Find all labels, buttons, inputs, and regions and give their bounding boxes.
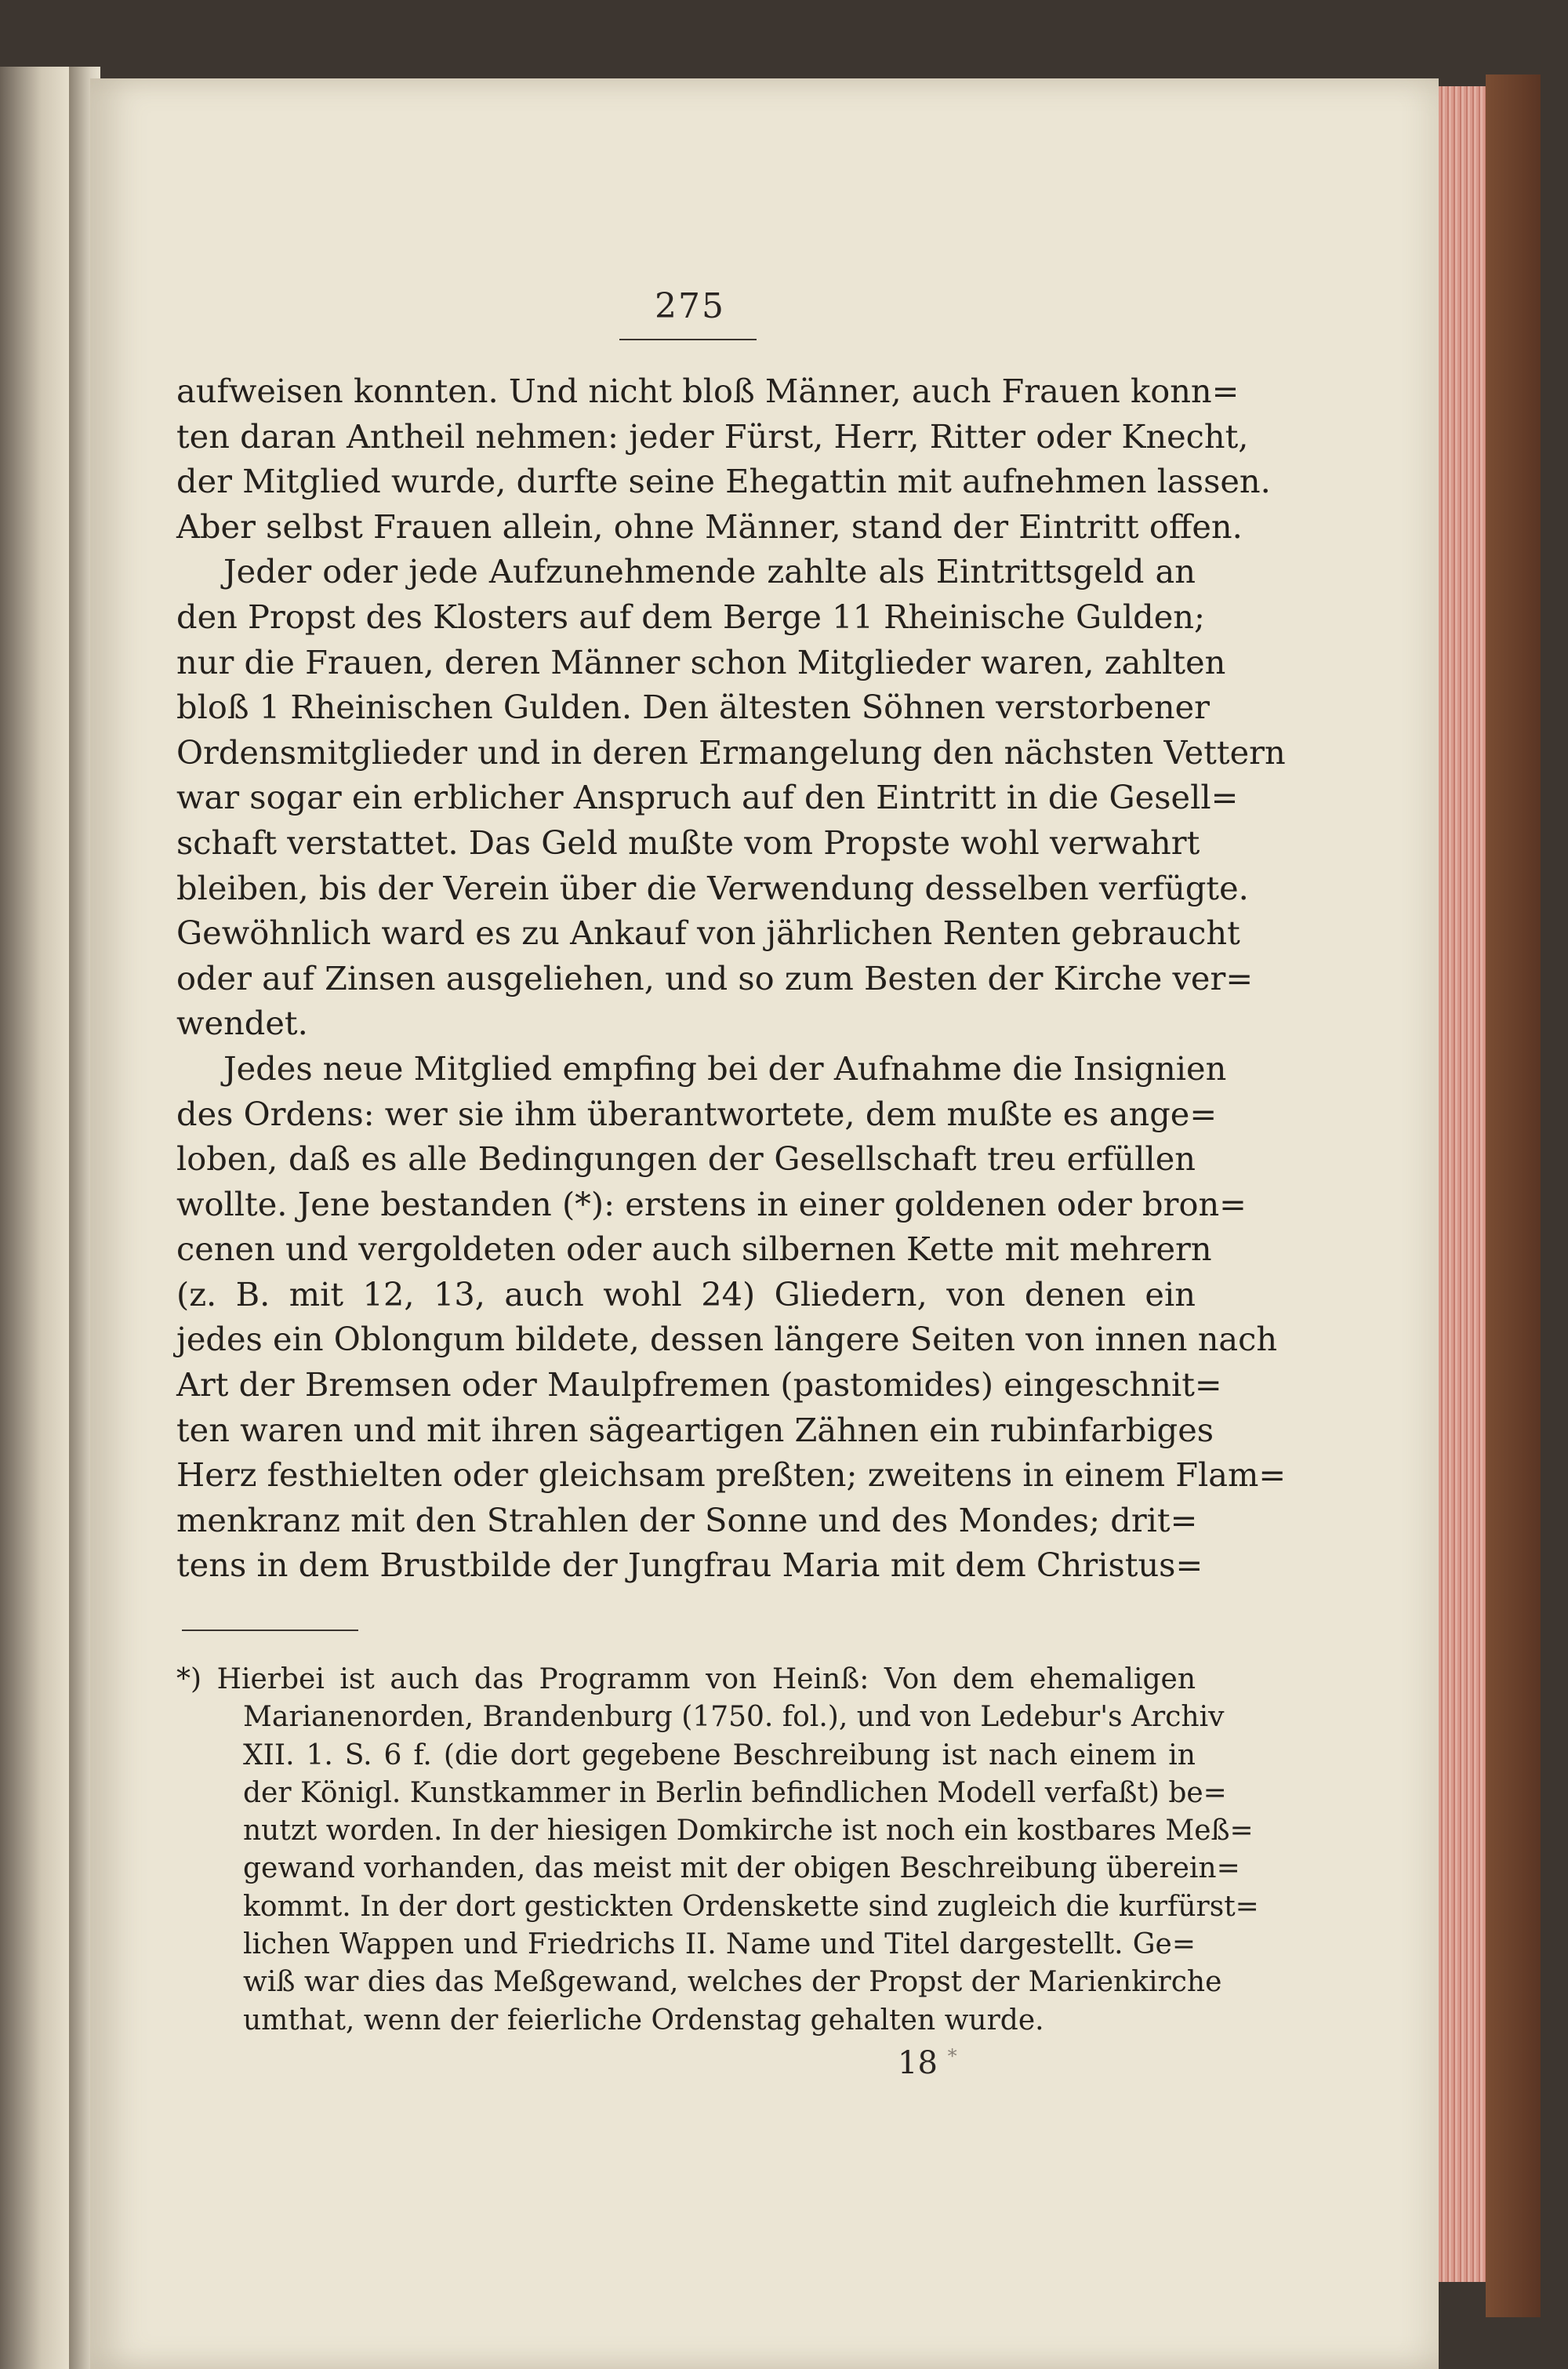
signature-star: * bbox=[947, 2045, 957, 2067]
text-line: des Ordens: wer sie ihm überantwortete, dem mußte es ange= bbox=[176, 1094, 1218, 1133]
text-line: Herz festhielten oder gleichsam preßten; zweitens in einem Flam= bbox=[176, 1455, 1287, 1495]
left-page-edge bbox=[0, 67, 69, 2369]
footnote-line: umthat, wenn der feierliche Ordenstag gehalten wurde. bbox=[243, 2004, 1044, 2037]
text-line: Jedes neue Mitglied empfing bei der Aufnahme die Insignien bbox=[223, 1048, 1227, 1088]
signature-mark bbox=[898, 2045, 992, 2081]
text-line: den Propst des Klosters auf dem Berge 11 Rheinische Gulden; bbox=[176, 597, 1205, 636]
text-line: Ordensmitglieder und in deren Ermangelung den nächsten Vettern bbox=[176, 732, 1286, 772]
footnote-line: *) Hierbei ist auch das Programm von Heinß: Von dem ehemaligen bbox=[176, 1663, 1196, 1695]
page-number-rule bbox=[619, 339, 757, 340]
page-fore-edge bbox=[1439, 86, 1486, 2282]
footnote bbox=[176, 1661, 1259, 2040]
text-line: aufweisen konnten. Und nicht bloß Männer, auch Frauen konn= bbox=[176, 372, 1240, 410]
book-cover-edge bbox=[1486, 74, 1541, 2317]
footnote-line: lichen Wappen und Friedrichs II. Name und Titel dargestellt. Ge= bbox=[243, 1928, 1196, 1961]
text-line: Jeder oder jede Aufzunehmende zahlte als Eintrittsgeld an bbox=[223, 552, 1196, 591]
text-line: nur die Frauen, deren Männer schon Mitglieder waren, zahlten bbox=[176, 642, 1226, 681]
footnote-line: wiß war dies das Meßgewand, welches der Propst der Marienkirche bbox=[243, 1966, 1222, 1999]
text-line: Aber selbst Frauen allein, ohne Männer, stand der Eintritt offen. bbox=[176, 507, 1243, 546]
text-line: war sogar ein erblicher Anspruch auf den Eintritt in die Gesell= bbox=[176, 778, 1239, 817]
text-line: jedes ein Oblongum bildete, dessen längere Seiten von innen nach bbox=[176, 1320, 1278, 1359]
text-line: der Mitglied wurde, durfte seine Ehegattin mit aufnehmen lassen. bbox=[176, 462, 1271, 501]
footnote-rule bbox=[182, 1630, 358, 1631]
signature-number: 18 bbox=[898, 2045, 938, 2081]
body-text bbox=[176, 369, 1287, 1588]
text-line: bleiben, bis der Verein über die Verwendung desselben verfügte. bbox=[176, 868, 1249, 907]
footnote-line: der Königl. Kunstkammer in Berlin befindlichen Modell verfaßt) be= bbox=[243, 1776, 1227, 1809]
text-line: menkranz mit den Strahlen der Sonne und des Mondes; drit= bbox=[176, 1500, 1198, 1539]
text-line: ten waren und mit ihren sägeartigen Zähnen ein rubinfarbiges bbox=[176, 1410, 1214, 1449]
text-line: Gewöhnlich ward es zu Ankauf von jährlichen Renten gebraucht bbox=[176, 914, 1240, 953]
text-line: Art der Bremsen oder Maulpfremen (pastomides) eingeschnit= bbox=[176, 1365, 1222, 1404]
footnote-line: kommt. In der dort gestickten Ordenskette sind zugleich die kurfürst= bbox=[243, 1890, 1259, 1923]
text-line: oder auf Zinsen ausgeliehen, und so zum Besten der Kirche ver= bbox=[176, 958, 1254, 997]
footnote-line: XII. 1. S. 6 f. (die dort gegebene Beschreibung ist nach einem in bbox=[243, 1739, 1196, 1771]
footnote-line: gewand vorhanden, das meist mit der obigen Beschreibung überein= bbox=[243, 1852, 1240, 1885]
footnote-line: Marianenorden, Brandenburg (1750. fol.), und von Ledebur's Archiv bbox=[243, 1701, 1225, 1734]
text-line: loben, daß es alle Bedingungen der Gesellschaft treu erfüllen bbox=[176, 1139, 1196, 1179]
text-line: cenen und vergoldeten oder auch silbernen Kette mit mehrern bbox=[176, 1230, 1212, 1269]
text-line: wollte. Jene bestanden (*): erstens in einer goldenen oder bron= bbox=[176, 1184, 1247, 1223]
text-line: (z. B. mit 12, 13, auch wohl 24) Gliedern, von denen ein bbox=[176, 1274, 1196, 1313]
text-line: wendet. bbox=[176, 1004, 308, 1043]
text-line: ten daran Antheil nehmen: jeder Fürst, Herr, Ritter oder Knecht, bbox=[176, 416, 1249, 456]
page-number: 275 bbox=[655, 286, 725, 326]
text-line: tens in dem Brustbilde der Jungfrau Maria mit dem Christus= bbox=[176, 1546, 1203, 1585]
footnote-line: nutzt worden. In der hiesigen Domkirche ist noch ein kostbares Meß= bbox=[243, 1815, 1254, 1848]
text-line: schaft verstattet. Das Geld mußte vom Propste wohl verwahrt bbox=[176, 823, 1200, 862]
text-line: bloß 1 Rheinischen Gulden. Den ältesten Söhnen verstorbener bbox=[176, 688, 1210, 727]
